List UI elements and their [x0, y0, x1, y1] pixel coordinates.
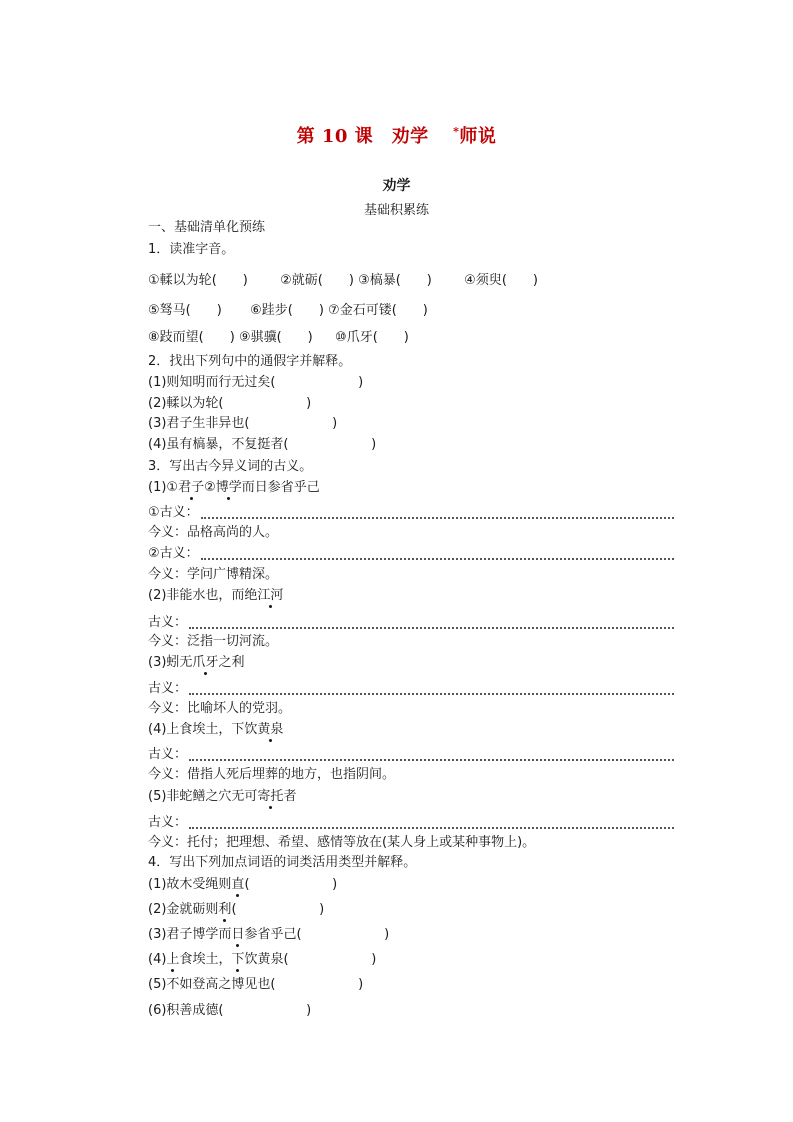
q1-row-2: [148, 302, 428, 320]
q3-s4-prefix: (4)上食埃土，下饮: [148, 722, 258, 737]
q4-item-4-text: (4): [148, 952, 167, 967]
answer-blank[interactable]: ( ): [283, 952, 377, 967]
dotted-word: 日: [231, 927, 245, 942]
dotted-answer-line[interactable]: [189, 689, 674, 695]
q4-item-3: [148, 926, 389, 944]
dotted-word: 君子: [178, 480, 205, 495]
q3-s1-prefix: (1)①: [148, 480, 179, 495]
section-title: 劝学: [382, 178, 411, 194]
answer-blank[interactable]: ( ): [231, 902, 325, 917]
answer-line[interactable]: [148, 545, 674, 563]
q4-item-6: [148, 1002, 311, 1020]
modern-meaning: 今义：比喻坏人的党羽。: [148, 701, 292, 716]
q1-item-9: ⑨骐骥: [238, 330, 277, 345]
q4-item-3-suffix: 参省乎己: [244, 927, 297, 942]
q2-item-4: [148, 436, 376, 454]
q1-item-7: ⑦金石可镂: [328, 303, 392, 318]
q2-item-1: [148, 374, 363, 392]
answer-blank[interactable]: ( ): [372, 330, 409, 345]
q2-item-2-text: (2)輮以为轮: [148, 396, 219, 411]
q3-s3-prefix: (3)蚓无: [148, 655, 193, 670]
q2-item-1-text: (1)则知明而行无过矣: [148, 375, 271, 390]
q4-item-5-text: (5)不如登高之博见也: [148, 977, 271, 992]
answer-blank[interactable]: ( ): [211, 273, 248, 288]
dotted-word: 利: [218, 902, 232, 917]
q2-item-3-text: (3)君子生非异也: [148, 416, 245, 431]
question-1-heading: 1．读准字音。: [148, 242, 235, 257]
q4-item-2-text: (2)金就砺则: [148, 902, 219, 917]
answer-line[interactable]: [148, 680, 674, 698]
question-3-heading: 3．写出古今异义词的古义。: [148, 459, 313, 474]
q3-s5-prefix: (5)非蛇鳝之穴无可: [148, 789, 258, 804]
q3-s1-suffix: 而日参省乎己: [241, 480, 320, 495]
ancient-meaning-label: ②古义：: [148, 546, 199, 561]
answer-line[interactable]: [148, 814, 674, 832]
q4-item-5: [148, 976, 363, 994]
answer-blank[interactable]: ( ): [287, 303, 324, 318]
answer-line[interactable]: [148, 746, 674, 764]
dotted-word: 寄托: [257, 789, 284, 804]
q2-item-2: [148, 395, 311, 413]
q3-sentence-2: [148, 587, 283, 605]
answer-blank[interactable]: ( ): [185, 303, 222, 318]
ancient-meaning-label: 古义：: [148, 615, 188, 630]
q1-item-2: ②就砺: [280, 273, 318, 288]
q3-sentence-5: [148, 788, 296, 806]
q3-sentence-1: [148, 479, 320, 497]
dotted-word: 博学: [215, 480, 242, 495]
q1-item-6: ⑥跬步: [250, 303, 288, 318]
dotted-word: 直: [231, 877, 245, 892]
q4-item-4-suffix: 饮黄泉: [244, 952, 284, 967]
q3-s3-suffix: 之利: [218, 655, 245, 670]
answer-blank[interactable]: ( ): [296, 927, 390, 942]
q4-item-2: [148, 901, 324, 919]
q4-item-1-text: (1)故木受绳则: [148, 877, 232, 892]
q1-row-3: [148, 329, 409, 347]
dotted-word: 爪牙: [192, 655, 219, 670]
dotted-answer-line[interactable]: [189, 823, 674, 829]
answer-blank[interactable]: ( ): [198, 330, 235, 345]
q3-sentence-4: [148, 721, 283, 739]
q1-item-10: ⑩爪牙: [335, 330, 373, 345]
answer-blank[interactable]: ( ): [283, 437, 377, 452]
question-2-heading: 2．找出下列句中的通假字并解释。: [148, 354, 352, 369]
q1-item-1-num: ①: [148, 273, 160, 288]
answer-blank[interactable]: ( ): [244, 877, 338, 892]
dotted-word: 上: [166, 952, 180, 967]
answer-blank[interactable]: ( ): [270, 977, 364, 992]
modern-meaning: 今义：借指人死后埋葬的地方，也指阴间。: [148, 767, 396, 782]
q3-s5-suffix: 者: [283, 789, 297, 804]
answer-blank[interactable]: ( ): [276, 330, 313, 345]
answer-blank[interactable]: ( ): [244, 416, 338, 431]
lesson-title-main: 第 10 课 劝学: [296, 126, 448, 147]
ancient-meaning-label: ①古义：: [148, 505, 199, 520]
dotted-word: 江河: [257, 588, 284, 603]
q4-item-3-text: (3)君子博学而: [148, 927, 232, 942]
answer-blank[interactable]: ( ): [270, 375, 364, 390]
answer-blank[interactable]: ( ): [395, 273, 432, 288]
q4-item-4-mid: 食埃土，: [179, 952, 232, 967]
q1-item-8: ⑧跂而望: [148, 330, 199, 345]
ancient-meaning-label: 古义：: [148, 747, 188, 762]
q2-item-4-text: (4)虽有槁暴，不复挺者: [148, 437, 284, 452]
answer-blank[interactable]: ( ): [317, 273, 354, 288]
q4-item-1: [148, 876, 337, 894]
q1-row-1: [148, 272, 538, 290]
dotted-answer-line[interactable]: [201, 513, 674, 519]
dotted-answer-line[interactable]: [189, 755, 674, 761]
q1-item-3: ③槁暴: [358, 273, 396, 288]
dotted-word: 下: [231, 952, 245, 967]
answer-blank[interactable]: ( ): [501, 273, 538, 288]
answer-blank[interactable]: ( ): [218, 396, 312, 411]
modern-meaning: 今义：品格高尚的人。: [148, 525, 279, 540]
answer-blank[interactable]: ( ): [391, 303, 428, 318]
q1-item-5: ⑤驽马: [148, 303, 186, 318]
q1-item-1-char: 輮: [159, 273, 173, 288]
q3-s2-prefix: (2)非能水也，而绝: [148, 588, 258, 603]
dotted-word: 黄泉: [257, 722, 284, 737]
modern-meaning: 今义：托付；把理想、希望、感情等放在(某人身上或某种事物上)。: [148, 835, 536, 850]
q4-item-4: [148, 951, 376, 969]
dotted-answer-line[interactable]: [189, 623, 674, 629]
answer-blank[interactable]: ( ): [218, 1003, 312, 1018]
q3-s1-mid: ②: [204, 480, 216, 495]
section-subtitle: 基础积累练: [363, 203, 429, 218]
ancient-meaning-label: 古义：: [148, 681, 188, 696]
ancient-meaning-label: 古义：: [148, 815, 188, 830]
answer-line[interactable]: [148, 614, 674, 632]
q3-sentence-3: [148, 654, 244, 672]
lesson-title-tail: 师说: [459, 126, 497, 147]
lesson-title: [0, 122, 793, 148]
star-mark: *: [453, 125, 460, 138]
q4-item-6-text: (6)积善成德: [148, 1003, 219, 1018]
q1-item-4: ④须臾: [464, 273, 502, 288]
modern-meaning: 今义：学问广博精深。: [148, 567, 279, 582]
answer-line[interactable]: [148, 504, 674, 522]
q1-item-1-text: 以为轮: [172, 273, 212, 288]
question-4-heading: 4．写出下列加点词语的词类活用类型并解释。: [148, 855, 417, 870]
part-heading: 一、基础清单化预练: [148, 220, 266, 235]
dotted-answer-line[interactable]: [201, 554, 674, 560]
q2-item-3: [148, 415, 337, 433]
modern-meaning: 今义：泛指一切河流。: [148, 634, 279, 649]
